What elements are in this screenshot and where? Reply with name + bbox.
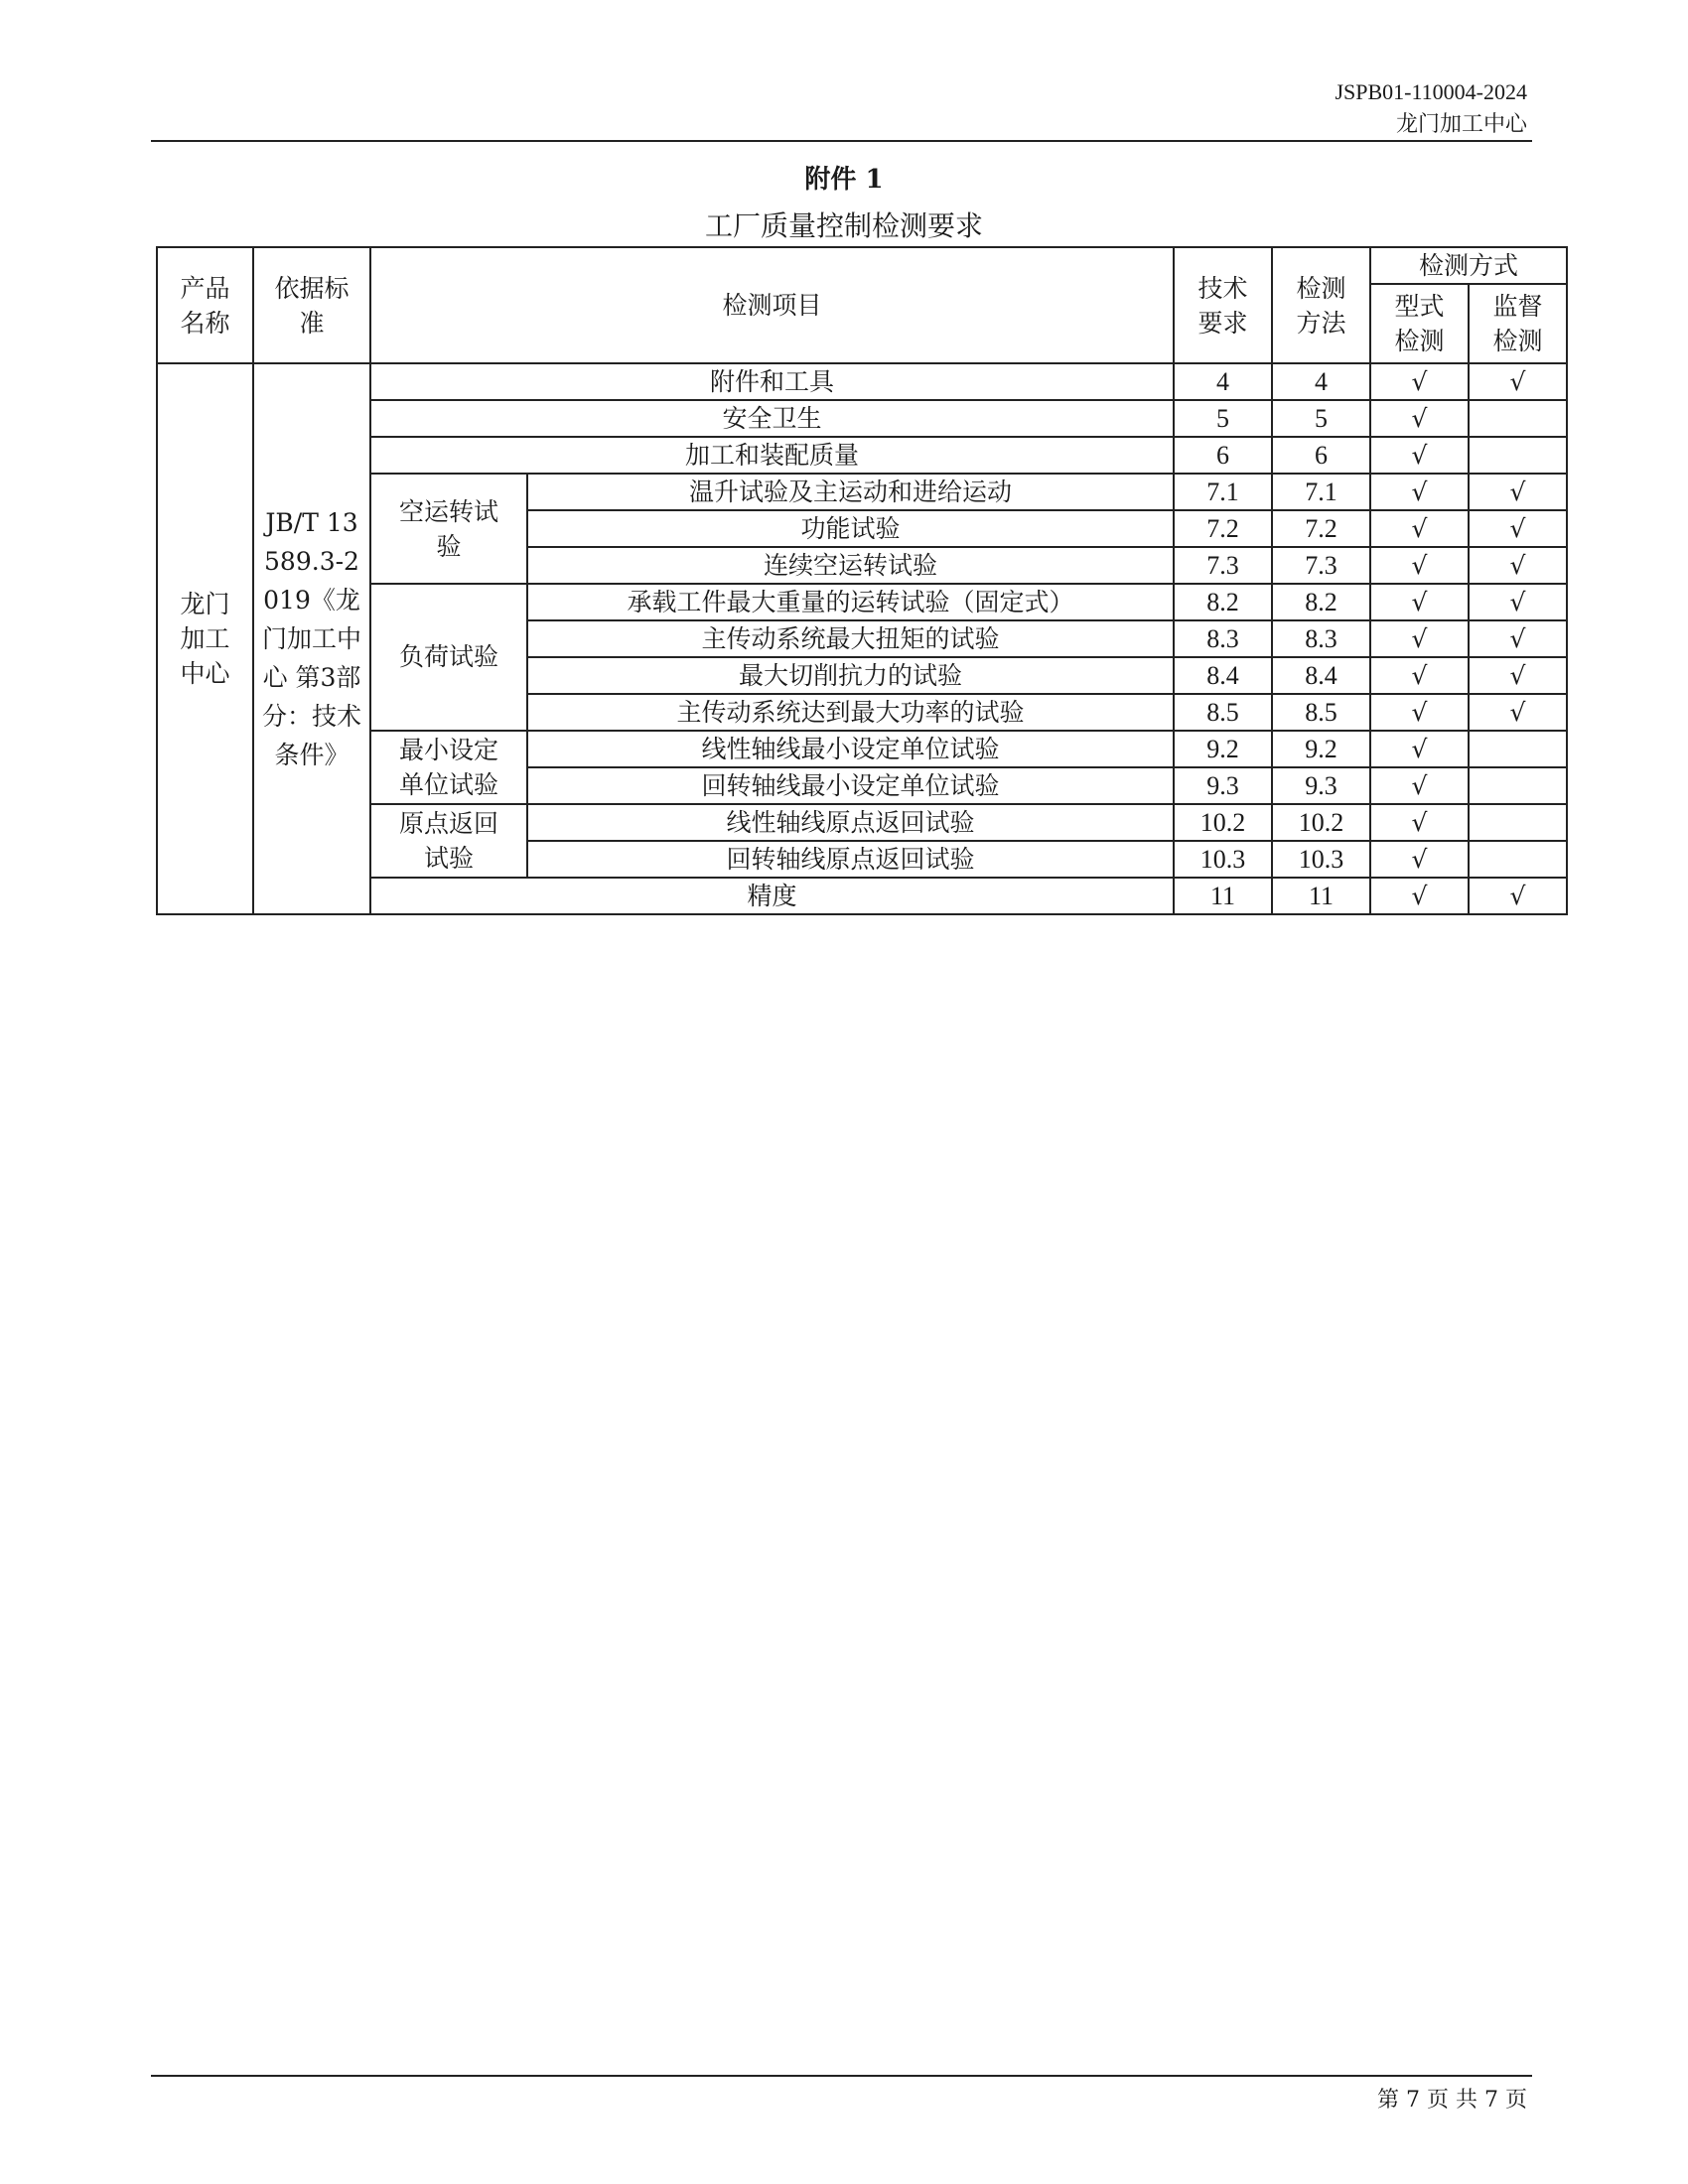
type-test-check: √: [1370, 657, 1469, 694]
supervision-test-check: √: [1469, 363, 1567, 400]
item-cell: 功能试验: [527, 510, 1174, 547]
item-cell: 加工和装配质量: [370, 437, 1174, 474]
group-origin-return-cell: 原点返回试验: [370, 804, 527, 878]
test-method-cell: 8.4: [1272, 657, 1370, 694]
item-cell: 线性轴线最小设定单位试验: [527, 731, 1174, 767]
supervision-test-check: √: [1469, 474, 1567, 510]
page-number: 第 7 页 共 7 页: [1377, 2088, 1527, 2113]
supervision-test-check: √: [1469, 657, 1567, 694]
tech-req-cell: 11: [1174, 878, 1272, 914]
supervision-test-check: [1469, 437, 1567, 474]
tech-req-cell: 8.5: [1174, 694, 1272, 731]
header-supervision-test-cell: 监督检测: [1469, 284, 1567, 363]
type-test-check: √: [1370, 620, 1469, 657]
attachment-label: 附件 1: [804, 165, 884, 195]
header-product-name: 龙门加工中心: [1395, 112, 1527, 137]
tech-req-cell: 9.2: [1174, 731, 1272, 767]
item-cell: 主传动系统最大扭矩的试验: [527, 620, 1174, 657]
test-method-cell: 6: [1272, 437, 1370, 474]
supervision-test-check: [1469, 841, 1567, 878]
item-cell: 主传动系统达到最大功率的试验: [527, 694, 1174, 731]
type-test-check: √: [1370, 804, 1469, 841]
type-test-check: √: [1370, 841, 1469, 878]
group-load-test-cell: 负荷试验: [370, 584, 527, 731]
test-method-cell: 11: [1272, 878, 1370, 914]
type-test-check: √: [1370, 584, 1469, 620]
type-test-check: √: [1370, 363, 1469, 400]
item-cell: 安全卫生: [370, 400, 1174, 437]
type-test-check: √: [1370, 510, 1469, 547]
type-test-check: √: [1370, 474, 1469, 510]
group-min-unit-cell: 最小设定单位试验: [370, 731, 527, 804]
supervision-test-check: √: [1469, 878, 1567, 914]
tech-req-cell: 8.3: [1174, 620, 1272, 657]
footer-divider: [151, 2075, 1532, 2077]
item-cell: 承载工件最大重量的运转试验（固定式）: [527, 584, 1174, 620]
tech-req-cell: 10.2: [1174, 804, 1272, 841]
product-cell: 龙门加工中心: [157, 363, 253, 914]
supervision-test-check: √: [1469, 694, 1567, 731]
item-cell: 温升试验及主运动和进给运动: [527, 474, 1174, 510]
tech-req-cell: 7.1: [1174, 474, 1272, 510]
type-test-check: √: [1370, 547, 1469, 584]
document-code: JSPB01-110004-2024: [1335, 79, 1527, 104]
type-test-check: √: [1370, 731, 1469, 767]
supervision-test-check: √: [1469, 510, 1567, 547]
test-method-cell: 8.5: [1272, 694, 1370, 731]
tech-req-cell: 8.4: [1174, 657, 1272, 694]
header-item-cell: 检测项目: [370, 247, 1174, 363]
supervision-test-check: [1469, 767, 1567, 804]
test-method-cell: 10.2: [1272, 804, 1370, 841]
item-cell: 附件和工具: [370, 363, 1174, 400]
header-standard-cell: 依据标准: [253, 247, 370, 363]
test-method-cell: 7.1: [1272, 474, 1370, 510]
type-test-check: √: [1370, 694, 1469, 731]
item-cell: 精度: [370, 878, 1174, 914]
supervision-test-check: [1469, 400, 1567, 437]
header-product-name-cell: 产品名称: [157, 247, 253, 363]
document-title: 工厂质量控制检测要求: [704, 209, 983, 242]
type-test-check: √: [1370, 878, 1469, 914]
test-method-cell: 7.3: [1272, 547, 1370, 584]
standard-cell: JB/T 13589.3-2019《龙门加工中心 第3部分：技术条件》: [253, 363, 370, 914]
supervision-test-check: √: [1469, 620, 1567, 657]
type-test-check: √: [1370, 767, 1469, 804]
supervision-test-check: [1469, 731, 1567, 767]
test-method-cell: 8.2: [1272, 584, 1370, 620]
tech-req-cell: 6: [1174, 437, 1272, 474]
group-idle-run-cell: 空运转试验: [370, 474, 527, 584]
test-method-cell: 4: [1272, 363, 1370, 400]
header-divider: [151, 140, 1532, 142]
item-cell: 回转轴线最小设定单位试验: [527, 767, 1174, 804]
table-row: [157, 363, 1567, 400]
supervision-test-check: √: [1469, 584, 1567, 620]
tech-req-cell: 5: [1174, 400, 1272, 437]
item-cell: 回转轴线原点返回试验: [527, 841, 1174, 878]
header-inspection-mode-cell: 检测方式: [1370, 247, 1567, 284]
item-cell: 最大切削抗力的试验: [527, 657, 1174, 694]
type-test-check: √: [1370, 400, 1469, 437]
header-tech-req-cell: 技术要求: [1174, 247, 1272, 363]
table-header-row: [157, 247, 1567, 284]
tech-req-cell: 8.2: [1174, 584, 1272, 620]
header-test-method-cell: 检测方法: [1272, 247, 1370, 363]
item-cell: 连续空运转试验: [527, 547, 1174, 584]
test-method-cell: 9.2: [1272, 731, 1370, 767]
supervision-test-check: [1469, 804, 1567, 841]
type-test-check: √: [1370, 437, 1469, 474]
test-method-cell: 7.2: [1272, 510, 1370, 547]
tech-req-cell: 7.2: [1174, 510, 1272, 547]
tech-req-cell: 10.3: [1174, 841, 1272, 878]
supervision-test-check: √: [1469, 547, 1567, 584]
item-cell: 线性轴线原点返回试验: [527, 804, 1174, 841]
test-method-cell: 5: [1272, 400, 1370, 437]
header-type-test-cell: 型式检测: [1370, 284, 1469, 363]
tech-req-cell: 7.3: [1174, 547, 1272, 584]
quality-control-table: [156, 246, 1568, 915]
tech-req-cell: 9.3: [1174, 767, 1272, 804]
test-method-cell: 8.3: [1272, 620, 1370, 657]
tech-req-cell: 4: [1174, 363, 1272, 400]
test-method-cell: 9.3: [1272, 767, 1370, 804]
test-method-cell: 10.3: [1272, 841, 1370, 878]
